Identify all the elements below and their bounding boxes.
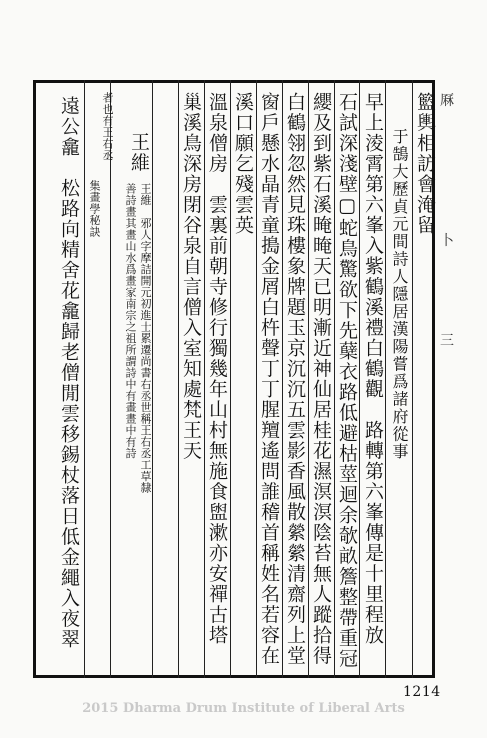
column-rule xyxy=(282,80,283,678)
text-column: 窗戶懸水晶青童搗金屑白杵聲丁丁腥羶遙問誰稽首稱姓名若容在 xyxy=(258,92,280,666)
author-name: 王維 xyxy=(128,132,150,173)
column-rule xyxy=(178,80,179,678)
edge-mark: 卜 xyxy=(440,233,454,249)
note-column: 王維 邪人字摩詰開元初進士累遷尚書右丞世稱王右丞工草隸 xyxy=(139,183,152,494)
column-rule xyxy=(256,80,257,678)
text-column: 遠公龕 松路向精舍花龕歸老僧閒雲移錫杖落日低金繩入夜翠 xyxy=(58,96,80,650)
text-column: 于鵠大歷貞元間詩人隱居漢陽嘗爲諸府從事 xyxy=(390,128,409,461)
text-column: 巢溪鳥深房閉谷泉自言僧入室知處梵王天 xyxy=(180,92,202,461)
edge-mark: 厤 xyxy=(440,93,454,109)
note-column: 善詩畫其畫山水爲畫家南宗之祖所謂詩中有畫畫中有詩 xyxy=(124,183,137,459)
column-rule xyxy=(334,80,335,678)
text-column: 石試深淺壁▢蛇鳥驚欲下先蘖衣路低避枯莖迴余欹畝簷整帶重冠 xyxy=(336,92,358,669)
column-rule xyxy=(152,80,153,678)
column-rule xyxy=(385,80,386,678)
text-column: 早上淩霄第六峯入紫鶴溪禮白鶴觀 路轉第六峯傳是十里程放 xyxy=(362,92,384,646)
column-rule xyxy=(204,80,205,678)
text-column: 溪口願乞殘雲英 xyxy=(232,92,254,236)
text-column: 溫泉僧房 雲裏前朝寺修行獨幾年山村無施食盥漱亦安禪古塔 xyxy=(206,92,228,646)
column-rule xyxy=(359,80,360,678)
text-column: 籃輿相訪會淹留 xyxy=(414,92,436,236)
note-column: 者也有王右丞 xyxy=(101,92,114,161)
column-rule xyxy=(308,80,309,678)
page-number: 1214 xyxy=(403,684,441,700)
column-rule xyxy=(230,80,231,678)
column-rule xyxy=(110,80,111,678)
watermark: 2015 Dharma Drum Institute of Liberal Arts xyxy=(82,701,405,716)
text-column: 白鶴翎忽然見珠樓象牌題玉京沉沉五雲影香風散縈縈清齋列上堂 xyxy=(284,92,306,666)
column-rule xyxy=(84,80,85,678)
text-column: 纓及到紫石溪晻晻天已明漸近神仙居桂花濕溟溟陰苔無人蹤拾得 xyxy=(310,92,332,666)
column-rule xyxy=(412,80,413,678)
edge-mark: 三 xyxy=(440,333,454,349)
note-column: 集畫學秘訣 xyxy=(88,180,101,238)
